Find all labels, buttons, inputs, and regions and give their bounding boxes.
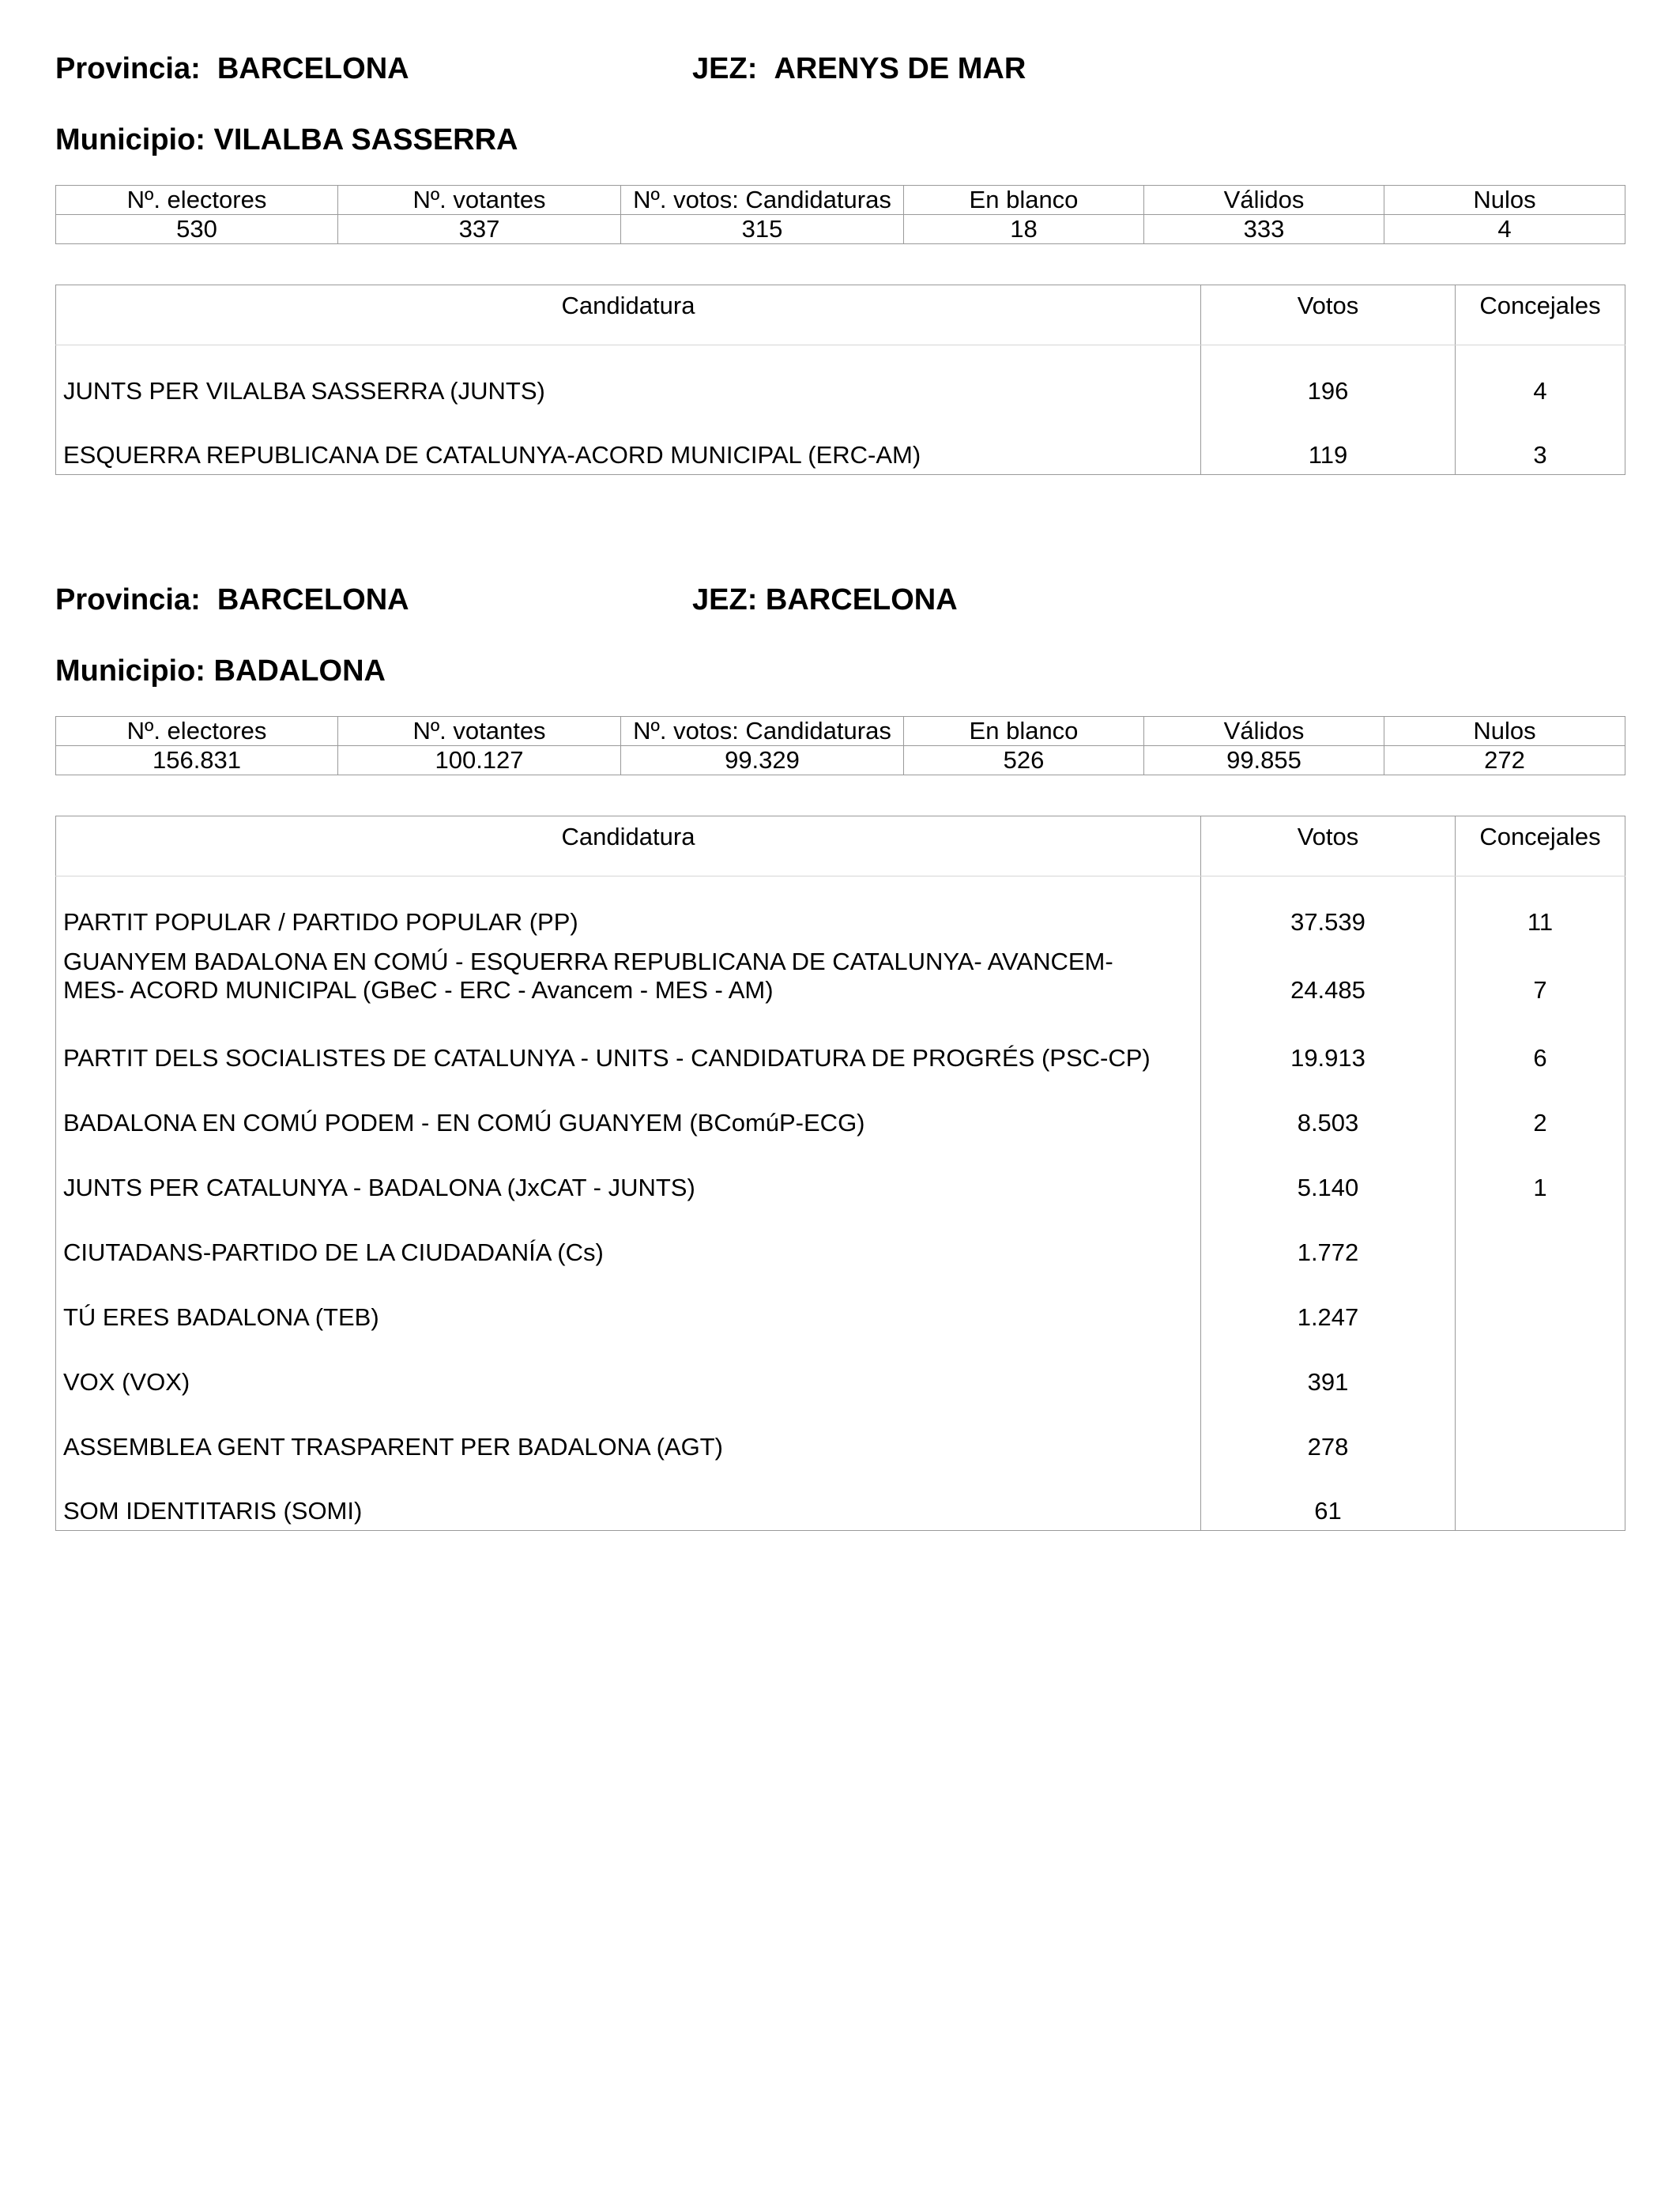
table-row: [56, 1142, 1625, 1207]
provincia-heading: Provincia: BARCELONA: [55, 52, 409, 85]
table-row: [56, 1009, 1625, 1077]
provincia-value: BARCELONA: [217, 583, 409, 616]
section-vilalba-sasserra: [55, 0, 1625, 490]
candidate-name: GUANYEM BADALONA EN COMÚ - ESQUERRA REPUBLICANA DE CATALUNYA- AVANCEM-MES- ACORD MUNICIPAL (GBeC - ERC - Avancem - MES - AM): [56, 941, 1201, 1009]
summary-header-row: [56, 186, 1625, 215]
candidate-seats: 2: [1456, 1077, 1625, 1142]
candidate-votes: 196: [1201, 345, 1456, 410]
candidates-table: [55, 285, 1625, 475]
header-candidatura: Candidatura: [56, 285, 1201, 345]
summary-value: 4: [1384, 215, 1625, 244]
candidate-votes: 1.772: [1201, 1207, 1456, 1272]
candidates-header-row: [56, 816, 1625, 876]
summary-header-row: [56, 717, 1625, 746]
table-row: [56, 1272, 1625, 1336]
candidate-votes: 119: [1201, 410, 1456, 475]
municipio-value: BADALONA: [213, 654, 386, 688]
table-row: [56, 345, 1625, 410]
candidate-name: TÚ ERES BADALONA (TEB): [56, 1272, 1201, 1336]
candidate-seats: 7: [1456, 941, 1625, 1009]
header-votos: Votos: [1201, 285, 1456, 345]
provincia-heading: Provincia: BARCELONA: [55, 583, 409, 616]
jez-value: ARENYS DE MAR: [774, 52, 1026, 85]
summary-header: Nulos: [1384, 717, 1625, 746]
summary-value: 272: [1384, 746, 1625, 775]
candidate-seats: [1456, 1272, 1625, 1336]
summary-value: 315: [621, 215, 904, 244]
provincia-value: BARCELONA: [217, 52, 409, 85]
candidate-name: BADALONA EN COMÚ PODEM - EN COMÚ GUANYEM (BComúP-ECG): [56, 1077, 1201, 1142]
header-candidatura: Candidatura: [56, 816, 1201, 876]
table-row: [56, 876, 1625, 941]
candidate-votes: 61: [1201, 1466, 1456, 1531]
candidate-votes: 5.140: [1201, 1142, 1456, 1207]
summary-value: 99.855: [1144, 746, 1384, 775]
header-concejales: Concejales: [1456, 285, 1625, 345]
candidate-votes: 391: [1201, 1336, 1456, 1401]
summary-header: Nulos: [1384, 186, 1625, 215]
section-badalona: [55, 531, 1625, 1559]
candidate-seats: 4: [1456, 345, 1625, 410]
summary-header: Nº. electores: [56, 717, 338, 746]
summary-value-row: [56, 215, 1625, 244]
candidate-votes: 8.503: [1201, 1077, 1456, 1142]
jez-heading: JEZ: ARENYS DE MAR: [692, 52, 1026, 85]
table-row: [56, 1077, 1625, 1142]
summary-header: Nº. electores: [56, 186, 338, 215]
candidate-name: PARTIT DELS SOCIALISTES DE CATALUNYA - UNITS - CANDIDATURA DE PROGRÉS (PSC-CP): [56, 1009, 1201, 1077]
summary-value: 526: [904, 746, 1144, 775]
candidate-name: ESQUERRA REPUBLICANA DE CATALUNYA-ACORD MUNICIPAL (ERC-AM): [56, 410, 1201, 475]
candidates-table: [55, 816, 1625, 1531]
municipio-heading: Municipio: VILALBA SASSERRA: [55, 123, 518, 156]
municipio-heading: Municipio: BADALONA: [55, 654, 386, 688]
summary-header: Nº. votantes: [338, 717, 621, 746]
table-row: [56, 1466, 1625, 1531]
candidate-seats: [1456, 1336, 1625, 1401]
summary-header: Nº. votos: Candidaturas: [621, 186, 904, 215]
summary-value: 99.329: [621, 746, 904, 775]
summary-header: En blanco: [904, 717, 1144, 746]
candidate-seats: 1: [1456, 1142, 1625, 1207]
candidate-seats: [1456, 1466, 1625, 1531]
table-row: [56, 410, 1625, 475]
candidate-name: CIUTADANS-PARTIDO DE LA CIUDADANÍA (Cs): [56, 1207, 1201, 1272]
summary-header: Válidos: [1144, 717, 1384, 746]
municipio-value: VILALBA SASSERRA: [213, 123, 518, 156]
candidate-seats: [1456, 1401, 1625, 1466]
summary-value: 100.127: [338, 746, 621, 775]
jez-heading: JEZ: BARCELONA: [692, 583, 958, 616]
candidate-seats: 6: [1456, 1009, 1625, 1077]
candidate-name: SOM IDENTITARIS (SOMI): [56, 1466, 1201, 1531]
summary-value: 156.831: [56, 746, 338, 775]
summary-table: [55, 716, 1625, 775]
summary-value: 333: [1144, 215, 1384, 244]
candidate-seats: 3: [1456, 410, 1625, 475]
summary-table: [55, 185, 1625, 244]
summary-value: 18: [904, 215, 1144, 244]
candidate-votes: 278: [1201, 1401, 1456, 1466]
summary-header: En blanco: [904, 186, 1144, 215]
candidate-votes: 37.539: [1201, 876, 1456, 941]
candidate-name: ASSEMBLEA GENT TRASPARENT PER BADALONA (AGT): [56, 1401, 1201, 1466]
summary-header: Válidos: [1144, 186, 1384, 215]
candidate-votes: 19.913: [1201, 1009, 1456, 1077]
table-row: [56, 1401, 1625, 1466]
summary-header: Nº. votantes: [338, 186, 621, 215]
candidate-name: PARTIT POPULAR / PARTIDO POPULAR (PP): [56, 876, 1201, 941]
summary-value-row: [56, 746, 1625, 775]
summary-header: Nº. votos: Candidaturas: [621, 717, 904, 746]
candidate-name: JUNTS PER VILALBA SASSERRA (JUNTS): [56, 345, 1201, 410]
table-row: [56, 1336, 1625, 1401]
table-row: [56, 941, 1625, 1009]
candidate-seats: [1456, 1207, 1625, 1272]
summary-value: 337: [338, 215, 621, 244]
candidate-votes: 1.247: [1201, 1272, 1456, 1336]
candidate-name: VOX (VOX): [56, 1336, 1201, 1401]
header-votos: Votos: [1201, 816, 1456, 876]
jez-value: BARCELONA: [765, 583, 958, 616]
summary-value: 530: [56, 215, 338, 244]
table-row: [56, 1207, 1625, 1272]
candidates-header-row: [56, 285, 1625, 345]
candidate-seats: 11: [1456, 876, 1625, 941]
candidate-name: JUNTS PER CATALUNYA - BADALONA (JxCAT - JUNTS): [56, 1142, 1201, 1207]
candidate-votes: 24.485: [1201, 941, 1456, 1009]
header-concejales: Concejales: [1456, 816, 1625, 876]
